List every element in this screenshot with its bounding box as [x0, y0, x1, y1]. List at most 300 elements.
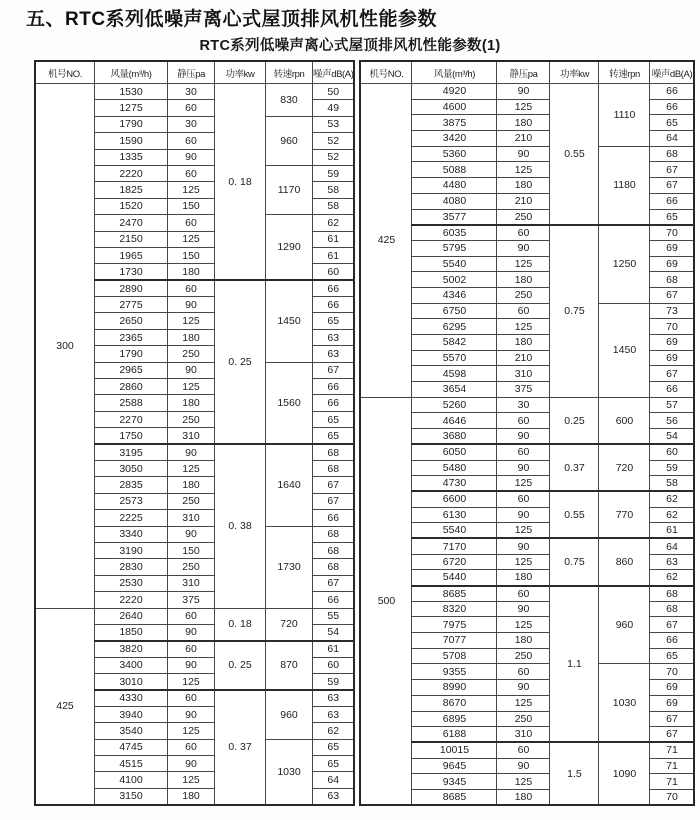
air-volume-cell: 6750	[412, 303, 497, 319]
static-pressure-cell: 125	[497, 319, 550, 335]
static-pressure-cell: 60	[497, 444, 550, 460]
static-pressure-cell: 210	[497, 131, 550, 147]
noise-cell: 65	[650, 115, 695, 131]
air-volume-cell: 6720	[412, 554, 497, 570]
static-pressure-cell: 90	[168, 526, 215, 542]
air-volume-cell: 8670	[412, 695, 497, 711]
static-pressure-cell: 180	[168, 788, 215, 804]
air-volume-cell: 1790	[95, 116, 168, 132]
air-volume-cell: 7170	[412, 538, 497, 554]
static-pressure-cell: 125	[168, 723, 215, 739]
static-pressure-cell: 180	[497, 115, 550, 131]
air-volume-cell: 5795	[412, 240, 497, 256]
static-pressure-cell: 90	[168, 657, 215, 673]
air-volume-cell: 2640	[95, 608, 168, 624]
noise-cell: 61	[313, 247, 355, 263]
speed-cell: 1170	[266, 165, 313, 214]
air-volume-cell: 4480	[412, 178, 497, 194]
air-volume-cell: 3654	[412, 382, 497, 398]
noise-cell: 67	[313, 493, 355, 509]
air-volume-cell: 6035	[412, 225, 497, 241]
air-volume-cell: 3420	[412, 131, 497, 147]
noise-cell: 68	[650, 601, 695, 617]
static-pressure-cell: 90	[497, 429, 550, 445]
noise-cell: 66	[313, 297, 355, 313]
static-pressure-cell: 90	[168, 624, 215, 640]
air-volume-cell: 2220	[95, 165, 168, 181]
air-volume-cell: 6188	[412, 727, 497, 743]
air-volume-cell: 5540	[412, 523, 497, 539]
air-volume-cell: 4515	[95, 756, 168, 772]
air-volume-cell: 1790	[95, 346, 168, 362]
static-pressure-cell: 90	[497, 758, 550, 774]
static-pressure-cell: 310	[168, 575, 215, 591]
speed-cell: 720	[266, 608, 313, 641]
header-row	[35, 61, 354, 84]
static-pressure-cell: 90	[497, 460, 550, 476]
static-pressure-cell: 250	[497, 287, 550, 303]
speed-cell: 1030	[599, 664, 650, 742]
speed-cell: 1640	[266, 444, 313, 526]
air-volume-cell: 1750	[95, 428, 168, 444]
static-pressure-cell: 90	[497, 146, 550, 162]
noise-cell: 68	[313, 444, 355, 460]
static-pressure-cell: 125	[497, 617, 550, 633]
air-volume-cell: 6295	[412, 319, 497, 335]
static-pressure-cell: 250	[168, 346, 215, 362]
air-volume-cell: 6600	[412, 491, 497, 507]
static-pressure-cell: 125	[497, 523, 550, 539]
static-pressure-cell: 60	[168, 165, 215, 181]
speed-cell: 870	[266, 641, 313, 690]
air-volume-cell: 2225	[95, 510, 168, 526]
noise-cell: 67	[650, 162, 695, 178]
static-pressure-cell: 180	[497, 272, 550, 288]
static-pressure-cell: 250	[168, 411, 215, 427]
air-volume-cell: 4730	[412, 476, 497, 492]
air-volume-cell: 3680	[412, 429, 497, 445]
noise-cell: 63	[650, 554, 695, 570]
static-pressure-cell: 310	[497, 727, 550, 743]
air-volume-cell: 5708	[412, 648, 497, 664]
noise-cell: 56	[650, 413, 695, 429]
air-volume-cell: 10015	[412, 742, 497, 758]
noise-cell: 55	[313, 608, 355, 624]
noise-cell: 58	[313, 198, 355, 214]
air-volume-cell: 2835	[95, 477, 168, 493]
air-volume-cell: 1730	[95, 264, 168, 280]
power-cell: 0. 38	[215, 444, 266, 608]
static-pressure-cell: 125	[168, 231, 215, 247]
air-volume-cell: 2573	[95, 493, 168, 509]
power-cell: 0. 18	[215, 84, 266, 281]
air-volume-cell: 3577	[412, 209, 497, 225]
static-pressure-cell: 90	[168, 756, 215, 772]
air-volume-cell: 4600	[412, 99, 497, 115]
static-pressure-cell: 90	[497, 601, 550, 617]
static-pressure-cell: 180	[168, 395, 215, 411]
air-volume-cell: 3190	[95, 542, 168, 558]
tables-container	[34, 60, 700, 806]
static-pressure-cell: 250	[497, 648, 550, 664]
noise-cell: 67	[650, 727, 695, 743]
table-title: RTC系列低噪声离心式屋顶排风机性能参数(1)	[199, 38, 501, 54]
power-cell: 0.55	[550, 84, 599, 225]
noise-cell: 68	[650, 146, 695, 162]
static-pressure-cell: 125	[168, 379, 215, 395]
noise-cell: 63	[313, 690, 355, 706]
static-pressure-cell: 250	[168, 559, 215, 575]
air-volume-cell: 1520	[95, 198, 168, 214]
air-volume-cell: 3400	[95, 657, 168, 673]
noise-cell: 65	[650, 209, 695, 225]
power-cell: 1.1	[550, 586, 599, 743]
air-volume-cell: 1335	[95, 149, 168, 165]
air-volume-cell: 5570	[412, 350, 497, 366]
noise-cell: 59	[313, 165, 355, 181]
static-pressure-cell: 60	[168, 690, 215, 706]
speed-cell: 1180	[599, 146, 650, 224]
air-volume-cell: 5842	[412, 335, 497, 351]
speed-cell: 1110	[599, 84, 650, 147]
air-volume-cell: 3340	[95, 526, 168, 542]
static-pressure-cell: 60	[497, 664, 550, 680]
noise-cell: 63	[313, 329, 355, 345]
static-pressure-cell: 375	[168, 592, 215, 608]
noise-cell: 67	[313, 362, 355, 378]
air-volume-cell: 2530	[95, 575, 168, 591]
noise-cell: 69	[650, 350, 695, 366]
static-pressure-cell: 90	[168, 706, 215, 722]
static-pressure-cell: 125	[168, 313, 215, 329]
air-volume-cell: 1965	[95, 247, 168, 263]
noise-cell: 67	[650, 287, 695, 303]
noise-cell: 58	[313, 182, 355, 198]
noise-cell: 60	[313, 657, 355, 673]
air-volume-cell: 5540	[412, 256, 497, 272]
noise-cell: 67	[650, 366, 695, 382]
noise-cell: 61	[650, 523, 695, 539]
noise-cell: 66	[313, 592, 355, 608]
static-pressure-cell: 180	[168, 264, 215, 280]
noise-cell: 66	[313, 379, 355, 395]
air-volume-cell: 2150	[95, 231, 168, 247]
noise-cell: 65	[313, 739, 355, 755]
noise-cell: 66	[650, 99, 695, 115]
machine-no-cell: 500	[360, 397, 412, 805]
noise-cell: 66	[313, 510, 355, 526]
static-pressure-cell: 310	[497, 366, 550, 382]
air-volume-cell: 1275	[95, 100, 168, 116]
static-pressure-cell: 375	[497, 382, 550, 398]
noise-cell: 60	[313, 264, 355, 280]
static-pressure-cell: 310	[168, 428, 215, 444]
speed-cell: 960	[599, 586, 650, 664]
column-header: 机号NO.	[360, 61, 412, 84]
static-pressure-cell: 210	[497, 193, 550, 209]
static-pressure-cell: 180	[168, 477, 215, 493]
noise-cell: 67	[650, 617, 695, 633]
air-volume-cell: 3820	[95, 641, 168, 657]
noise-cell: 63	[313, 346, 355, 362]
air-volume-cell: 1850	[95, 624, 168, 640]
air-volume-cell: 8320	[412, 601, 497, 617]
table-row	[360, 397, 694, 413]
air-volume-cell: 9355	[412, 664, 497, 680]
air-volume-cell: 4598	[412, 366, 497, 382]
table-header	[35, 61, 354, 84]
speed-cell: 720	[599, 444, 650, 491]
speed-cell: 1290	[266, 215, 313, 281]
static-pressure-cell: 60	[497, 225, 550, 241]
air-volume-cell: 4920	[412, 84, 497, 100]
static-pressure-cell: 60	[497, 586, 550, 602]
static-pressure-cell: 180	[497, 570, 550, 586]
noise-cell: 62	[650, 491, 695, 507]
noise-cell: 66	[313, 280, 355, 296]
static-pressure-cell: 125	[497, 695, 550, 711]
noise-cell: 52	[313, 133, 355, 149]
header-row	[360, 61, 694, 84]
speed-cell: 1090	[599, 742, 650, 805]
noise-cell: 59	[650, 460, 695, 476]
noise-cell: 62	[650, 507, 695, 523]
static-pressure-cell: 60	[497, 303, 550, 319]
noise-cell: 69	[650, 240, 695, 256]
noise-cell: 66	[313, 395, 355, 411]
noise-cell: 73	[650, 303, 695, 319]
static-pressure-cell: 250	[168, 493, 215, 509]
static-pressure-cell: 150	[168, 198, 215, 214]
speed-cell: 860	[599, 538, 650, 585]
performance-table-left	[34, 60, 355, 806]
static-pressure-cell: 90	[168, 362, 215, 378]
air-volume-cell: 2650	[95, 313, 168, 329]
air-volume-cell: 5440	[412, 570, 497, 586]
static-pressure-cell: 90	[497, 240, 550, 256]
static-pressure-cell: 60	[497, 491, 550, 507]
noise-cell: 65	[313, 411, 355, 427]
noise-cell: 66	[650, 193, 695, 209]
noise-cell: 66	[650, 633, 695, 649]
noise-cell: 70	[650, 664, 695, 680]
noise-cell: 63	[313, 788, 355, 804]
noise-cell: 54	[650, 429, 695, 445]
machine-no-cell: 425	[360, 84, 412, 398]
air-volume-cell: 3540	[95, 723, 168, 739]
static-pressure-cell: 180	[497, 178, 550, 194]
power-cell: 0. 25	[215, 641, 266, 690]
air-volume-cell: 4346	[412, 287, 497, 303]
column-header: 噪声dB(A)	[650, 61, 695, 84]
air-volume-cell: 2470	[95, 215, 168, 231]
static-pressure-cell: 30	[168, 116, 215, 132]
page-title: 五、RTC系列低噪声离心式屋顶排风机性能参数	[26, 9, 438, 30]
noise-cell: 66	[650, 84, 695, 100]
static-pressure-cell: 125	[497, 162, 550, 178]
noise-cell: 60	[650, 444, 695, 460]
static-pressure-cell: 30	[497, 397, 550, 413]
power-cell: 0. 18	[215, 608, 266, 641]
air-volume-cell: 8990	[412, 680, 497, 696]
noise-cell: 54	[313, 624, 355, 640]
static-pressure-cell: 60	[168, 133, 215, 149]
power-cell: 0. 25	[215, 280, 266, 444]
noise-cell: 59	[313, 674, 355, 690]
noise-cell: 58	[650, 476, 695, 492]
power-cell: 0.75	[550, 225, 599, 398]
air-volume-cell: 4080	[412, 193, 497, 209]
air-volume-cell: 6895	[412, 711, 497, 727]
static-pressure-cell: 125	[168, 772, 215, 788]
noise-cell: 49	[313, 100, 355, 116]
air-volume-cell: 2270	[95, 411, 168, 427]
static-pressure-cell: 250	[497, 209, 550, 225]
static-pressure-cell: 125	[497, 554, 550, 570]
noise-cell: 62	[650, 570, 695, 586]
noise-cell: 50	[313, 84, 355, 100]
column-header: 机号NO.	[35, 61, 95, 84]
table-row	[35, 84, 354, 100]
speed-cell: 1560	[266, 362, 313, 444]
noise-cell: 65	[313, 428, 355, 444]
air-volume-cell: 5480	[412, 460, 497, 476]
noise-cell: 68	[650, 272, 695, 288]
air-volume-cell: 2588	[95, 395, 168, 411]
static-pressure-cell: 250	[497, 711, 550, 727]
noise-cell: 62	[313, 215, 355, 231]
noise-cell: 62	[313, 723, 355, 739]
noise-cell: 64	[650, 538, 695, 554]
air-volume-cell: 7975	[412, 617, 497, 633]
air-volume-cell: 4745	[95, 739, 168, 755]
noise-cell: 61	[313, 641, 355, 657]
air-volume-cell: 5088	[412, 162, 497, 178]
static-pressure-cell: 90	[168, 297, 215, 313]
static-pressure-cell: 60	[497, 413, 550, 429]
noise-cell: 68	[313, 460, 355, 476]
air-volume-cell: 3050	[95, 460, 168, 476]
air-volume-cell: 5002	[412, 272, 497, 288]
static-pressure-cell: 210	[497, 350, 550, 366]
static-pressure-cell: 310	[168, 510, 215, 526]
speed-cell: 960	[266, 116, 313, 165]
noise-cell: 61	[313, 231, 355, 247]
power-cell: 0.75	[550, 538, 599, 585]
air-volume-cell: 2220	[95, 592, 168, 608]
air-volume-cell: 2775	[95, 297, 168, 313]
noise-cell: 70	[650, 789, 695, 805]
noise-cell: 67	[313, 477, 355, 493]
noise-cell: 63	[313, 706, 355, 722]
speed-cell: 600	[599, 397, 650, 444]
air-volume-cell: 5260	[412, 397, 497, 413]
noise-cell: 65	[313, 313, 355, 329]
table-header	[360, 61, 694, 84]
static-pressure-cell: 60	[168, 608, 215, 624]
power-cell: 1.5	[550, 742, 599, 805]
machine-no-cell: 425	[35, 608, 95, 805]
static-pressure-cell: 60	[497, 742, 550, 758]
noise-cell: 69	[650, 680, 695, 696]
air-volume-cell: 7077	[412, 633, 497, 649]
static-pressure-cell: 125	[497, 774, 550, 790]
noise-cell: 68	[650, 586, 695, 602]
table-body	[35, 84, 354, 805]
air-volume-cell: 4330	[95, 690, 168, 706]
air-volume-cell: 1590	[95, 133, 168, 149]
static-pressure-cell: 90	[168, 149, 215, 165]
document-page	[0, 4, 700, 820]
column-header: 功率kw	[550, 61, 599, 84]
machine-no-cell: 300	[35, 84, 95, 609]
static-pressure-cell: 90	[497, 680, 550, 696]
static-pressure-cell: 125	[168, 182, 215, 198]
air-volume-cell: 3940	[95, 706, 168, 722]
noise-cell: 67	[313, 575, 355, 591]
power-cell: 0.37	[550, 444, 599, 491]
column-header: 噪声dB(A)	[313, 61, 355, 84]
air-volume-cell: 2830	[95, 559, 168, 575]
static-pressure-cell: 90	[497, 507, 550, 523]
air-volume-cell: 5360	[412, 146, 497, 162]
power-cell: 0.25	[550, 397, 599, 444]
noise-cell: 70	[650, 319, 695, 335]
speed-cell: 1730	[266, 526, 313, 608]
static-pressure-cell: 60	[168, 215, 215, 231]
table-row	[35, 608, 354, 624]
noise-cell: 68	[313, 559, 355, 575]
air-volume-cell: 2965	[95, 362, 168, 378]
static-pressure-cell: 125	[497, 476, 550, 492]
air-volume-cell: 2890	[95, 280, 168, 296]
static-pressure-cell: 180	[497, 789, 550, 805]
air-volume-cell: 8685	[412, 586, 497, 602]
air-volume-cell: 9645	[412, 758, 497, 774]
static-pressure-cell: 150	[168, 542, 215, 558]
static-pressure-cell: 60	[168, 280, 215, 296]
static-pressure-cell: 125	[497, 99, 550, 115]
static-pressure-cell: 60	[168, 739, 215, 755]
air-volume-cell: 4646	[412, 413, 497, 429]
speed-cell: 1450	[599, 303, 650, 397]
speed-cell: 830	[266, 84, 313, 117]
static-pressure-cell: 60	[168, 100, 215, 116]
noise-cell: 71	[650, 774, 695, 790]
noise-cell: 67	[650, 711, 695, 727]
air-volume-cell: 2365	[95, 329, 168, 345]
column-header: 静压pa	[168, 61, 215, 84]
table-row	[360, 84, 694, 100]
air-volume-cell: 1530	[95, 84, 168, 100]
speed-cell: 960	[266, 690, 313, 739]
speed-cell: 1250	[599, 225, 650, 303]
noise-cell: 70	[650, 225, 695, 241]
air-volume-cell: 6130	[412, 507, 497, 523]
noise-cell: 53	[313, 116, 355, 132]
noise-cell: 52	[313, 149, 355, 165]
performance-table-right	[359, 60, 695, 806]
noise-cell: 71	[650, 758, 695, 774]
static-pressure-cell: 125	[168, 674, 215, 690]
static-pressure-cell: 125	[168, 460, 215, 476]
air-volume-cell: 3010	[95, 674, 168, 690]
static-pressure-cell: 60	[168, 641, 215, 657]
air-volume-cell: 6050	[412, 444, 497, 460]
noise-cell: 69	[650, 256, 695, 272]
air-volume-cell: 3150	[95, 788, 168, 804]
column-header: 功率kw	[215, 61, 266, 84]
